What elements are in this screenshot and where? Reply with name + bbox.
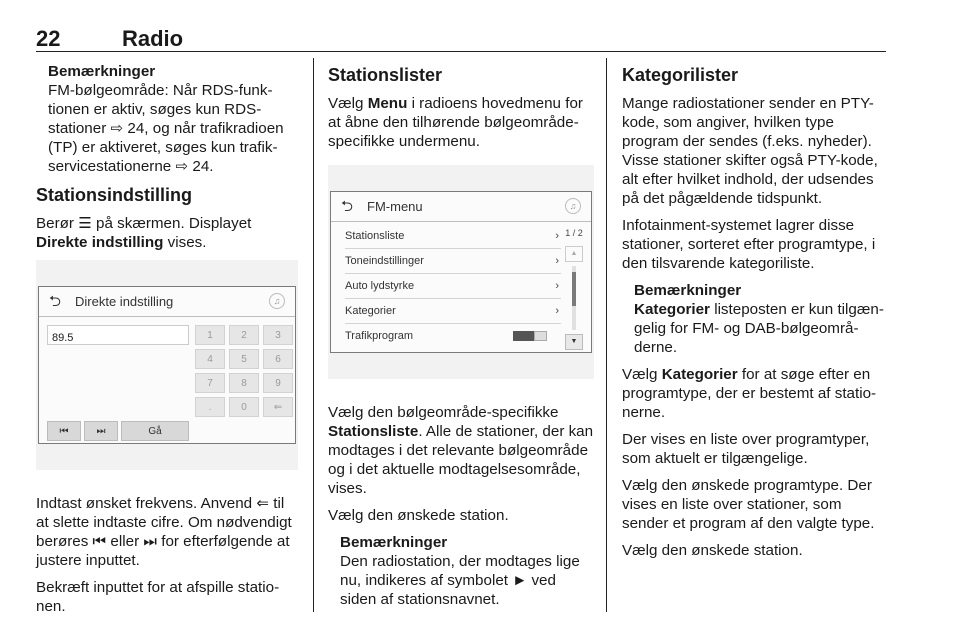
- scroll-down-icon: ▼: [565, 334, 583, 350]
- music-note-icon: ♫: [565, 198, 581, 214]
- radio-menu-icon: ☰: [78, 215, 92, 232]
- menu-item-toneindstillinger: Toneindstillinger ›: [345, 249, 561, 274]
- paragraph: Bekræft inputtet for at afspille stationen.: [36, 579, 280, 615]
- scrollbar-thumb: [572, 272, 576, 306]
- column-2: [328, 62, 594, 617]
- note-label: Bemærkninger: [634, 282, 742, 299]
- heading-stationsindstilling: Stationsindstilling: [36, 185, 192, 205]
- key-9: 9: [263, 373, 293, 393]
- paragraph: Infotainment-systemet lagrer disse stationer, sorteret efter programtype, i den tilsvarende kategoriliste.: [622, 217, 876, 272]
- key-4: 4: [195, 349, 225, 369]
- back-arrow-icon: ⮌: [49, 293, 62, 310]
- note-text: FM-bølgeområde: Når RDS-funktionen er aktiv, søges kun RDS-stationer ⇨ 24, og når trafikradioen (TP) er aktiveret, søges kun trafikservicestationerne ⇨ 24.: [48, 82, 284, 175]
- paragraph: Vælg Kategorier for at søge efter en programtype, der er bestemt af stationerne.: [622, 366, 877, 421]
- paragraph: Vælg den ønskede station.: [328, 507, 509, 524]
- scrollbar-track: [572, 266, 576, 330]
- screen-title: FM-menu: [367, 199, 423, 214]
- back-arrow-icon: ⮌: [341, 198, 354, 215]
- key-3: 3: [263, 325, 293, 345]
- key-dot: .: [195, 397, 225, 417]
- seek-forward-icon: ⏭: [84, 421, 118, 441]
- heading-stationslister: Stationslister: [328, 65, 443, 85]
- note-text: Den radiostation, der modtages lige nu, indikeres af symbolet ► ved siden af stationsnavnet.: [340, 553, 580, 608]
- screen-title: Direkte indstilling: [75, 294, 174, 309]
- fm-menu-screen: [330, 191, 592, 353]
- note-block: [328, 533, 594, 609]
- key-5: 5: [229, 349, 259, 369]
- seek-back-icon: ⏮: [47, 421, 81, 441]
- paragraph: Indtast ønsket frekvens. Anvend ⇐ til at slette indtaste cifre. Om nødvendigt berøres ⏮ eller ⏭ for efterfølgende at justere inputtet.: [36, 495, 292, 569]
- scroll-panel: [563, 224, 585, 350]
- chevron-right-icon: ›: [555, 230, 559, 242]
- page-indicator: 1 / 2: [565, 228, 583, 238]
- paragraph: Vælg den ønskede programtype. Der vises en liste over stationer, som sender et program af den valgte type.: [622, 477, 875, 532]
- paragraph: Vælg den ønskede station.: [622, 542, 803, 559]
- screen-title-bar: [331, 192, 591, 222]
- column-divider: [313, 58, 314, 612]
- go-button: Gå: [121, 421, 189, 441]
- menu-item-auto-lydstyrke: Auto lydstyrke ›: [345, 274, 561, 299]
- paragraph: Mange radiostationer sender en PTY-kode, som angiver, hvilken type program der sendes (f.eks. nyheder). Visse stationer skifter også PTY-kode, alt efter hvilket indhold, der udsendes på det pågældende tidspunkt.: [622, 95, 878, 207]
- paragraph: Vælg den bølgeområde-specifikke Stationsliste. Alle de stationer, der kan modtages i det relevante bølgeområde og i det aktuelle modtagelsesområde, vises.: [328, 404, 594, 497]
- figure-direct-tuning: [36, 260, 298, 470]
- chevron-right-icon: ›: [555, 280, 559, 292]
- key-1: 1: [195, 325, 225, 345]
- screen-title-bar: [39, 287, 295, 317]
- note-label: Bemærkninger: [340, 534, 448, 551]
- key-7: 7: [195, 373, 225, 393]
- keypad: [195, 325, 293, 417]
- note-block: Bemærkninger Kategorier listeposten er kun tilgængelig for FM- og DAB-bølgeområderne.: [634, 282, 884, 356]
- key-0: 0: [229, 397, 259, 417]
- paragraph: Der vises en liste over programtyper, som aktuelt er tilgængelige.: [622, 431, 870, 467]
- column-1: [36, 62, 298, 624]
- page-header: [36, 26, 886, 52]
- key-2: 2: [229, 325, 259, 345]
- tuning-buttons: [47, 421, 189, 441]
- menu-list: [331, 222, 591, 349]
- column-divider: [606, 58, 607, 612]
- note-label: Bemærkninger: [48, 63, 156, 80]
- menu-item-stationsliste: Stationsliste ›: [345, 224, 561, 249]
- column-3: [622, 62, 888, 568]
- toggle-switch: [513, 331, 547, 341]
- menu-item-trafikprogram: Trafikprogram: [345, 324, 561, 349]
- heading-kategorilister: Kategorilister: [622, 65, 739, 85]
- music-note-icon: ♫: [269, 293, 285, 309]
- paragraph: Vælg Menu i radioens hovedmenu for at åbne den tilhørende bølgeområde-specifikke undermenu.: [328, 95, 583, 150]
- direct-tuning-screen: [38, 286, 296, 444]
- scroll-up-icon: ▲: [565, 246, 583, 262]
- chevron-right-icon: ›: [555, 255, 559, 267]
- menu-item-kategorier: Kategorier ›: [345, 299, 561, 324]
- note-block: [36, 62, 298, 176]
- figure-fm-menu: [328, 165, 594, 379]
- section-title: Radio: [122, 26, 184, 51]
- screen-body: [39, 317, 295, 437]
- key-6: 6: [263, 349, 293, 369]
- key-8: 8: [229, 373, 259, 393]
- page-number: 22: [36, 26, 61, 51]
- key-backspace: ⇐: [263, 397, 293, 417]
- frequency-input: 89.5: [47, 325, 189, 345]
- paragraph: Berør ☰ på skærmen. Displayet Direkte indstilling vises.: [36, 215, 252, 251]
- chevron-right-icon: ›: [555, 305, 559, 317]
